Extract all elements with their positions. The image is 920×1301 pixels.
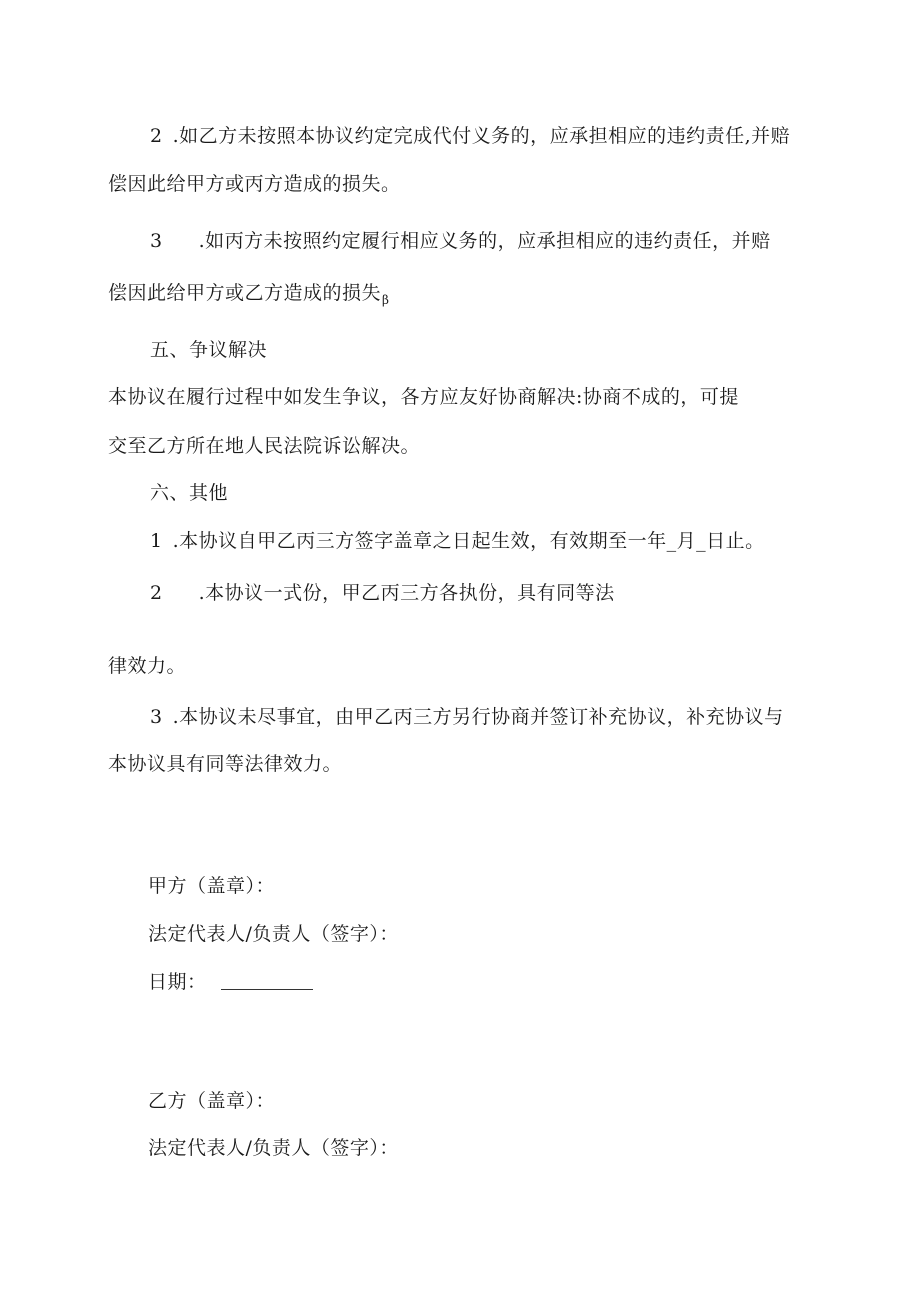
dispute-line-1: 本协议在履行过程中如发生争议，各方应友好协商解决:协商不成的，可提 xyxy=(108,386,739,408)
section-heading-other: 六、其他 xyxy=(150,482,229,504)
other-item-1 xyxy=(150,529,765,553)
item-text: .本协议一式份，甲乙丙三方各执份，具有同等法 xyxy=(198,582,615,604)
item-number: 3 xyxy=(150,230,163,252)
breach-item-3-line-1 xyxy=(150,229,771,253)
item-text: .本协议自甲乙丙三方签字盖章之日起生效，有效期至一年_月_日止。 xyxy=(172,530,765,552)
party-a-date xyxy=(148,970,313,994)
section-heading-dispute: 五、争议解决 xyxy=(150,339,268,361)
party-b-seal-label: 乙方（盖章）： xyxy=(148,1090,276,1112)
other-item-3-line-2: 本协议具有同等法律效力。 xyxy=(108,753,343,775)
item-text: .如丙方未按照约定履行相应义务的，应承担相应的违约责任，并赔 xyxy=(198,230,771,252)
item-number: 1 xyxy=(150,530,163,552)
breach-item-3-line-2 xyxy=(108,281,389,312)
party-b-representative-label: 法定代表人/负责人（签字）： xyxy=(148,1137,399,1159)
other-item-2-line-1 xyxy=(150,581,615,605)
other-item-2-line-2: 律效力。 xyxy=(108,655,187,677)
party-a-representative-label: 法定代表人/负责人（签字）： xyxy=(148,923,399,945)
date-label: 日期： xyxy=(148,971,207,993)
stray-glyph: β xyxy=(382,293,390,307)
breach-item-2-line-1 xyxy=(150,124,790,148)
other-item-3-line-1 xyxy=(150,705,784,729)
party-a-seal-label: 甲方（盖章）： xyxy=(148,875,276,897)
item-text: .本协议未尽事宜，由甲乙丙三方另行协商并签订补充协议，补充协议与 xyxy=(172,706,784,728)
item-text: .如乙方未按照本协议约定完成代付义务的，应承担相应的违约责任,并赔 xyxy=(172,125,791,147)
breach-item-2-line-2: 偿因此给甲方或丙方造成的损失。 xyxy=(108,173,401,195)
item-number: 2 xyxy=(150,125,163,147)
dispute-line-2: 交至乙方所在地人民法院诉讼解决。 xyxy=(108,435,421,457)
item-number: 3 xyxy=(150,706,163,728)
item-number: 2 xyxy=(150,582,163,604)
item-text: 偿因此给甲方或乙方造成的损失 xyxy=(108,282,382,304)
date-blank-line xyxy=(221,971,313,990)
